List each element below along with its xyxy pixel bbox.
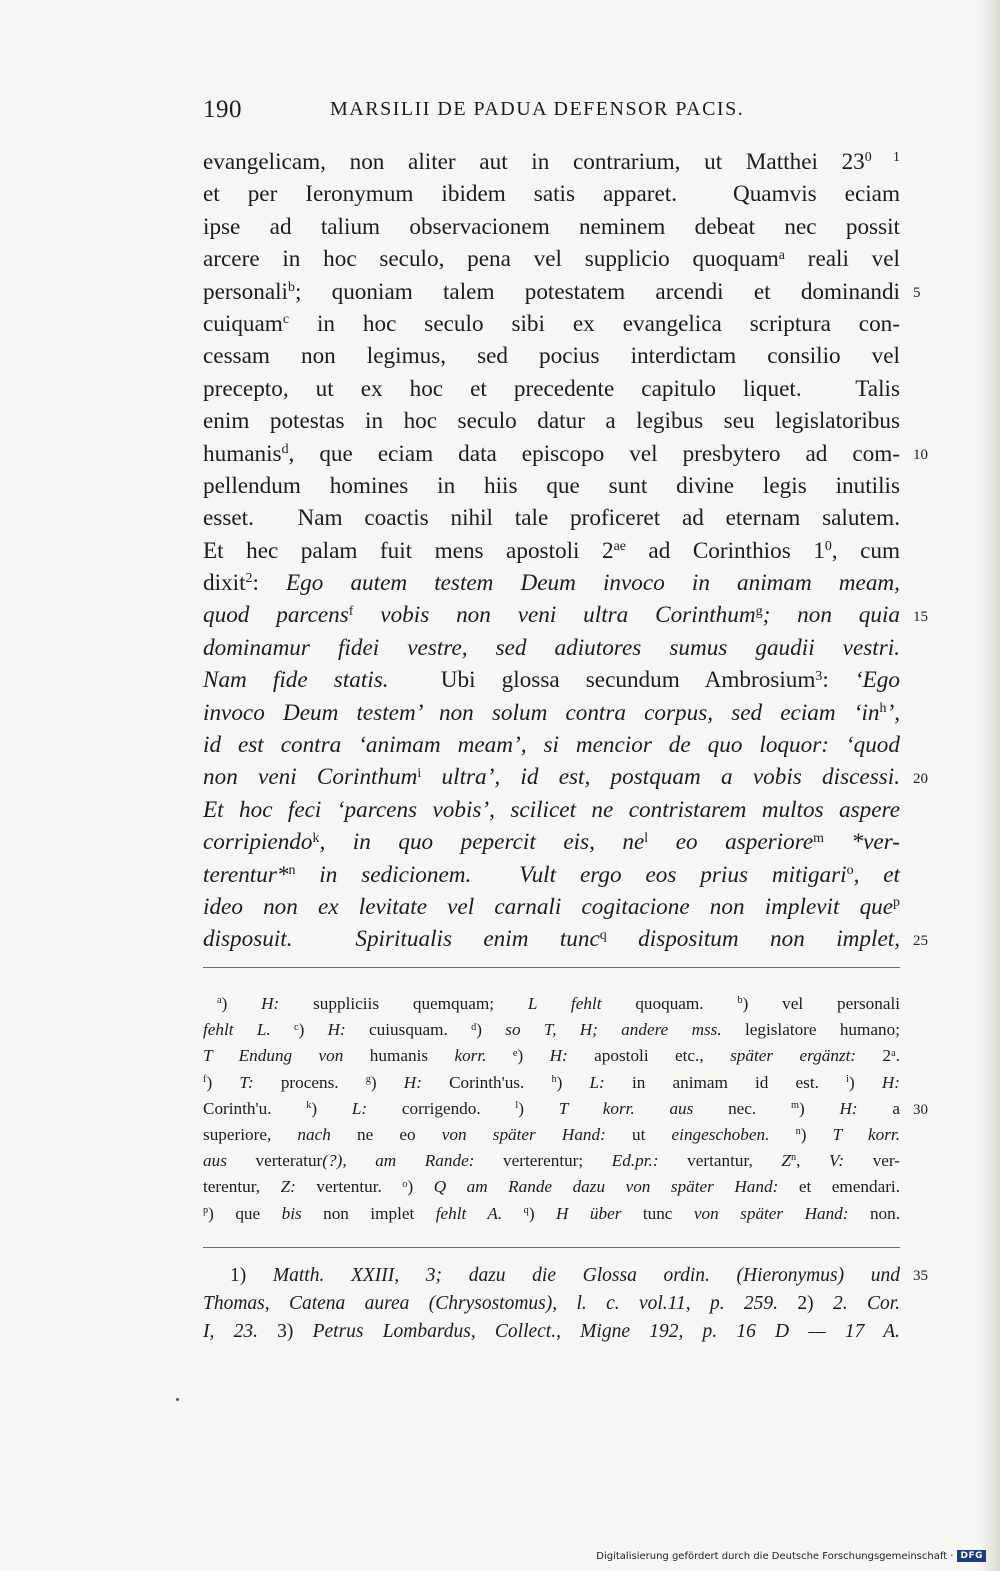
note-marker: a [891, 1047, 896, 1059]
text-run [769, 1125, 795, 1144]
note-marker: 3 [815, 668, 823, 684]
text-run: Z: [280, 1177, 296, 1197]
note-marker: ae [613, 539, 626, 555]
main-text-line [203, 859, 900, 891]
text-run: H: [881, 1072, 900, 1092]
text-run: Et hoc feci ‘parcens vobis’, scilicet ne contristarem multos aspere [203, 796, 900, 823]
text-run: T korr. aus [558, 1098, 694, 1118]
main-text-line [203, 599, 900, 631]
apparatus-line [203, 1174, 900, 1200]
main-text-line [203, 664, 900, 696]
margin-line-number: 10 [913, 446, 928, 463]
text-run: Et hec palam fuit mens apostoli 2 [203, 537, 614, 564]
text-run: evangelicam, non aliter aut in contrarium, ut Matthei 23 [203, 149, 865, 175]
text-run: später ergänzt: [730, 1046, 857, 1066]
text-run: 2. Cor. [832, 1293, 901, 1314]
text-run: id est contra ‘animam meam’, si mencior de quo loquor: ‘quod [203, 732, 900, 759]
text-run: ) [848, 1072, 882, 1092]
note-marker: n [795, 1126, 801, 1138]
text-run: a [857, 1098, 900, 1118]
text-run: ver- [844, 1151, 901, 1171]
credit-text: Digitalisierung gefördert durch die Deutsche Forschungsgemeinschaft · [596, 1550, 954, 1562]
footnotes [203, 1262, 900, 1346]
text-run: ‘Ego [854, 667, 900, 694]
text-run: tunc [621, 1203, 694, 1223]
text-run: , in quo pepercit eis, ne [319, 829, 645, 856]
text-run: H: [839, 1098, 858, 1118]
text-run: L fehlt [527, 994, 602, 1013]
text-run: reali vel [784, 246, 900, 273]
text-run: ’, [886, 699, 900, 726]
text-run: eingeschoben. [671, 1124, 770, 1144]
text-run: nach [297, 1124, 331, 1144]
text-run: Nam fide statis. [203, 667, 389, 694]
text-run: ) [206, 1072, 240, 1092]
note-marker: l [644, 830, 649, 846]
note-marker: i [846, 1073, 849, 1085]
text-run: fehlt A. [435, 1203, 503, 1223]
note-marker: h [879, 701, 887, 716]
text-run: dispositum non implet, [606, 926, 900, 953]
margin-line-number: 25 [913, 932, 928, 949]
main-text-line [203, 826, 900, 858]
text-run: ) [370, 1072, 404, 1092]
main-text-line [203, 146, 900, 178]
text-run: H über [556, 1203, 622, 1223]
note-marker: p [893, 895, 900, 911]
note-marker: 0 [824, 539, 832, 555]
apparatus-line [203, 1148, 900, 1174]
main-text-line [203, 470, 900, 502]
text-run: Petrus Lombardus, Collect., Migne 192, p. 16 D — 17 A. [312, 1321, 900, 1342]
main-text-line [203, 761, 900, 793]
text-run: ) [298, 1020, 328, 1040]
text-run: quoquam. [601, 994, 738, 1013]
text-run: vertantur, [658, 1151, 782, 1171]
main-text-line [203, 502, 900, 534]
dfg-logo: DFG [957, 1550, 986, 1562]
text-run: ) [799, 1098, 840, 1118]
text-run: vertentur. [295, 1177, 403, 1197]
footnote-line [203, 1262, 900, 1290]
note-marker: f [203, 1073, 207, 1085]
text-run [486, 1046, 512, 1065]
text-run: terentur, [203, 1177, 281, 1197]
text-run: , cum [831, 537, 900, 564]
text-run: Ego autem testem Deum invoco in animam meam, [286, 570, 900, 597]
text-run: ) [528, 1203, 557, 1223]
note-marker: b [288, 279, 295, 295]
text-run: corripiendo [203, 829, 313, 856]
main-text-line [203, 923, 900, 955]
note-marker: f [348, 603, 354, 619]
text-run: ) [476, 1020, 506, 1040]
text-run: . [895, 1046, 900, 1066]
main-text-line [203, 340, 900, 372]
text-run: ultra’, id est, postquam a vobis discessi. [421, 764, 900, 791]
text-run: dixit [203, 570, 246, 597]
note-marker: c [282, 312, 290, 328]
text-run: in hoc seculo sibi ex evangelica scriptura con- [289, 310, 900, 337]
text-run: ) [518, 1098, 559, 1118]
note-marker: o [846, 862, 854, 878]
text-run: Ubi glossa secundum Ambrosium [388, 667, 816, 694]
main-text-line [203, 276, 900, 308]
running-title: MARSILII DE PADUA DEFENSOR PACIS. [330, 98, 745, 120]
text-run: 1) [230, 1265, 273, 1286]
text-run: : [252, 570, 286, 597]
text-run: Thomas, Catena aurea (Chrysostomus), l. c. vol.11, p. 259. [203, 1293, 779, 1314]
text-run: ad Corinthios 1 [625, 537, 825, 564]
text-run: H: [549, 1046, 568, 1066]
note-marker: e [512, 1047, 518, 1059]
text-run: terentur* [203, 861, 289, 888]
text-run: ) [517, 1046, 550, 1066]
note-marker: m [813, 830, 824, 846]
text-run: verteratur [226, 1151, 323, 1171]
page-number: 190 [203, 96, 242, 123]
text-run: ne eo [330, 1124, 442, 1144]
text-run: ) [556, 1072, 590, 1092]
main-text-line [203, 567, 900, 599]
note-marker: n [288, 862, 296, 878]
apparatus-line [203, 1122, 900, 1148]
margin-line-number: 15 [913, 608, 928, 625]
text-run: et emendari. [778, 1177, 900, 1197]
main-text-line [203, 373, 900, 405]
text-run: ) vel personali [742, 994, 900, 1013]
main-text-line [203, 178, 900, 210]
text-run: quod parcens [203, 602, 349, 629]
text-run: disposuit. Spiritualis enim tunc [203, 926, 600, 953]
text-run: (?), am Rande: [322, 1151, 475, 1171]
note-marker: p [203, 1204, 209, 1216]
main-text-line [203, 243, 900, 275]
note-marker: l [515, 1100, 519, 1112]
main-text-line [203, 632, 900, 664]
note-marker: d [471, 1021, 477, 1033]
text-run: ; non quia [762, 602, 900, 629]
text-run: bis [281, 1203, 302, 1223]
text-run: apostoli etc., [567, 1046, 731, 1066]
text-run: suppliciis quemquam; [279, 994, 528, 1013]
text-run: verterentur; [474, 1151, 612, 1171]
note-marker: m [790, 1100, 799, 1112]
text-run: ) [221, 994, 262, 1013]
note-marker: q [599, 927, 607, 943]
main-text-line [203, 308, 900, 340]
text-run: 2) [778, 1293, 833, 1314]
main-text-line [203, 697, 900, 729]
critical-apparatus [203, 991, 900, 1227]
text-run: H: [261, 994, 280, 1013]
text-run: , [796, 1151, 829, 1171]
text-run: non implet [301, 1203, 436, 1223]
text-run: vobis non veni ultra Corinthum [353, 602, 756, 629]
text-run: fehlt L. [203, 1020, 271, 1040]
text-run: *ver- [823, 829, 900, 856]
note-marker: g [365, 1073, 371, 1085]
text-run: non veni Corinthum [203, 764, 418, 791]
footnote-line [203, 1318, 900, 1346]
text-run: Z [781, 1151, 791, 1171]
text-run: , et [853, 861, 900, 888]
text-run: in animam id est. [604, 1072, 847, 1092]
text-run: Ed.pr.: [611, 1151, 659, 1171]
text-run: T Endung von [203, 1046, 344, 1066]
note-marker: q [523, 1204, 529, 1216]
note-marker: a [217, 995, 222, 1007]
text-run: Matth. XXIII, 3; dazu die Glossa ordin. (Hieronymus) und [272, 1265, 900, 1286]
margin-line-number: 20 [913, 770, 928, 787]
text-run: , que eciam data episcopo vel presbytero ad com- [288, 440, 900, 467]
text-run: non. [848, 1203, 901, 1223]
text-run: cessam non legimus, sed pocius interdictam consilio vel [203, 343, 900, 370]
main-text-line [203, 729, 900, 761]
text-run: Corinth'us. [421, 1072, 552, 1092]
text-run: V: [829, 1151, 845, 1171]
page-header [203, 96, 903, 130]
text-run [502, 1204, 523, 1223]
text-run: legislatore humano; [721, 1020, 900, 1040]
apparatus-line [203, 1043, 900, 1069]
text-run: Q am Rande dazu von später Hand: [433, 1177, 779, 1197]
note-marker: c [294, 1021, 299, 1033]
note-marker: d [281, 441, 289, 457]
text-run: eo asperiore [648, 829, 814, 856]
note-marker: n [790, 1152, 797, 1164]
text-run: L: [589, 1072, 605, 1092]
text-run: T: [239, 1072, 254, 1092]
note-marker: g [755, 603, 763, 619]
text-run: et per Ieronymum ibidem satis apparet. Quamvis eciam [203, 181, 900, 208]
text-run: : [822, 667, 855, 694]
text-run: personali [203, 278, 288, 305]
text-run: nec. [693, 1098, 791, 1118]
text-run: ) [311, 1098, 352, 1118]
note-marker: h [551, 1073, 557, 1085]
text-run: 2 [856, 1046, 892, 1066]
apparatus-rule [203, 967, 900, 968]
note-marker: 0 1 [864, 150, 900, 166]
text-run: ) [800, 1124, 833, 1144]
note-marker: 2 [245, 571, 253, 587]
text-run [271, 1020, 294, 1039]
apparatus-line [203, 1017, 900, 1043]
text-run: invoco Deum testem’ non solum contra corpus, sed eciam ‘in [203, 699, 880, 726]
apparatus-line [203, 1201, 900, 1227]
margin-line-number: 30 [913, 1101, 928, 1118]
text-run: enim potestas in hoc seculo datur a legibus seu legislatoribus [203, 408, 900, 435]
text-run: so T, H; andere mss. [505, 1020, 722, 1040]
digitization-credit [596, 1550, 986, 1562]
footnote-line [203, 1290, 900, 1318]
text-run: humanis [343, 1046, 455, 1066]
note-marker: b [737, 995, 743, 1007]
text-run: von später Hand: [693, 1203, 849, 1223]
text-run: I, 23. [203, 1321, 258, 1342]
main-text-line [203, 794, 900, 826]
text-run: 3) [257, 1321, 313, 1342]
text-run: ideo non ex levitate vel carnali cogitacione non implevit que [203, 893, 894, 920]
main-text-line [203, 405, 900, 437]
footnote-rule [203, 1247, 900, 1248]
note-marker: k [306, 1100, 312, 1112]
text-run: cuiquam [203, 310, 283, 337]
text-run: pellendum homines in hiis que sunt divine legis inutilis [203, 472, 900, 499]
text-run: L: [351, 1098, 368, 1118]
text-run: korr. [454, 1046, 487, 1066]
text-run: dominamur fidei vestre, sed adiutores sumus gaudii vestri. [203, 634, 900, 661]
main-text [203, 146, 900, 956]
text-run: ) que [208, 1203, 282, 1223]
main-text-line [203, 891, 900, 923]
ink-dot [176, 1398, 179, 1401]
text-run: ipse ad talium observacionem neminem debeat nec possit [203, 213, 900, 240]
note-marker: i [417, 765, 422, 781]
apparatus-line [203, 1096, 900, 1122]
margin-line-number: 5 [913, 284, 921, 301]
text-run: ; quoniam talem potestatem arcendi et dominandi [294, 278, 900, 305]
main-text-line [203, 211, 900, 243]
text-run: precepto, ut ex hoc et precedente capitulo liquet. Talis [203, 375, 900, 402]
apparatus-line [203, 991, 900, 1017]
text-run: procens. [253, 1072, 366, 1092]
text-run: cuiusquam. [345, 1020, 472, 1040]
main-text-line [203, 535, 900, 567]
margin-line-number: 35 [913, 1268, 928, 1284]
text-run: Corinth'u. [203, 1098, 307, 1118]
text-run: H: [327, 1020, 346, 1040]
text-run: von später Hand: [441, 1124, 606, 1144]
main-text-line [203, 438, 900, 470]
text-run: arcere in hoc seculo, pena vel supplicio quoquam [203, 246, 779, 273]
text-run: in sedicionem. Vult ergo eos prius mitigari [295, 861, 847, 888]
apparatus-line [203, 1070, 900, 1096]
page-edge [978, 0, 1000, 1571]
text-run: corrigendo. [367, 1098, 516, 1118]
text-run: ut [605, 1124, 672, 1144]
text-run: esset. Nam coactis nihil tale proficeret ad eternam salutem. [203, 505, 900, 532]
note-marker: a [778, 247, 785, 263]
note-marker: k [312, 830, 320, 846]
note-marker: o [402, 1178, 408, 1190]
text-run: T korr. [832, 1124, 901, 1144]
text-run: H: [403, 1072, 422, 1092]
text-run: superiore, [203, 1124, 298, 1144]
text-run: aus [203, 1151, 227, 1171]
text-run: humanis [203, 440, 282, 467]
text-run: ) [407, 1177, 434, 1197]
